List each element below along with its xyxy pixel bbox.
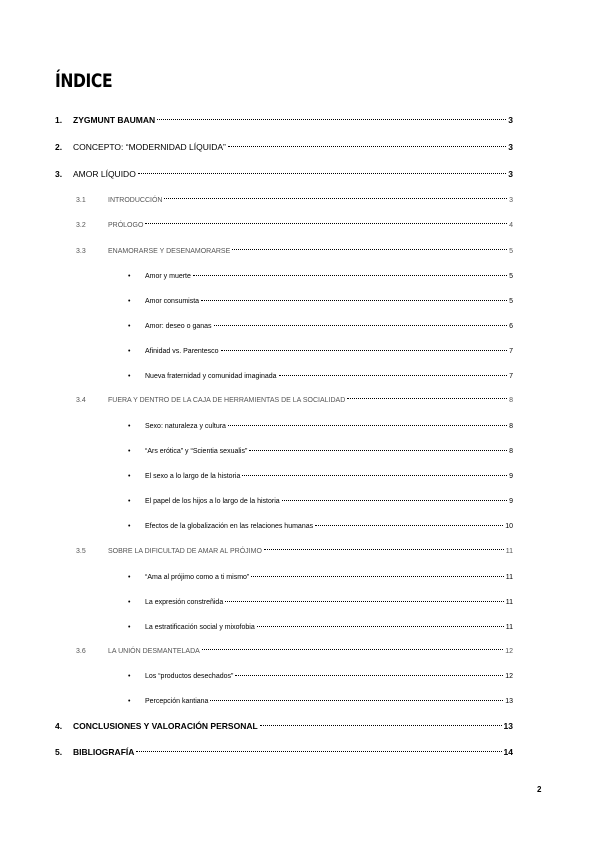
toc-leader — [257, 619, 504, 627]
toc-label: Efectos de la globalización en las relaciones humanas — [145, 523, 314, 530]
toc-entry-bullet[interactable] — [128, 445, 513, 455]
toc-entry-4[interactable] — [55, 719, 513, 731]
bullet-icon: • — [128, 673, 131, 680]
toc-page: 5 — [509, 273, 513, 280]
toc-entry-bullet[interactable] — [128, 571, 513, 581]
toc-leader — [136, 742, 501, 752]
toc-number: 5. — [55, 746, 63, 757]
bullet-icon: • — [128, 273, 131, 280]
toc-entry-bullet[interactable] — [128, 320, 513, 330]
toc-number: 3.4 — [76, 397, 86, 404]
toc-leader — [214, 318, 508, 326]
toc-label: La estratificación social y mixofobia — [145, 624, 255, 631]
toc-page: 10 — [505, 523, 513, 530]
bullet-icon: • — [128, 599, 131, 606]
toc-label: El sexo a lo largo de la historia — [145, 473, 241, 480]
page-title: ÍNDICE — [55, 70, 113, 92]
toc-leader — [232, 242, 507, 250]
toc-page: 3 — [508, 168, 513, 179]
toc-label: Sexo: naturaleza y cultura — [145, 423, 226, 430]
toc-label: FUERA Y DENTRO DE LA CAJA DE HERRAMIENTAS DE LA SOCIALIDAD — [108, 397, 346, 404]
toc-leader — [221, 343, 508, 351]
toc-label: ZYGMUNT BAUMAN — [73, 114, 156, 125]
bullet-icon: • — [128, 624, 131, 631]
toc-number: 1. — [55, 114, 63, 125]
toc-page: 9 — [509, 473, 513, 480]
toc-page: 11 — [505, 624, 513, 631]
bullet-icon: • — [128, 423, 131, 430]
toc-label: BIBLIOGRAFÍA — [73, 746, 135, 757]
toc-entry-bullet[interactable] — [128, 596, 513, 606]
toc-entry-bullet[interactable] — [128, 621, 513, 631]
bullet-icon: • — [128, 473, 131, 480]
toc-label: Los “productos desechados” — [145, 673, 234, 680]
toc-entry-bullet[interactable] — [128, 470, 513, 480]
toc-leader — [157, 110, 506, 120]
toc-page: 5 — [509, 298, 513, 305]
toc-leader — [282, 493, 507, 501]
toc-number: 3.6 — [76, 648, 86, 655]
bullet-icon: • — [128, 323, 131, 330]
toc-page: 5 — [509, 248, 513, 255]
toc-leader — [145, 216, 507, 224]
toc-entry-3-4[interactable] — [76, 394, 513, 404]
toc-entry-bullet[interactable] — [128, 345, 513, 355]
toc-page: 3 — [508, 141, 513, 152]
toc-label: CONCEPTO: “MODERNIDAD LÍQUIDA” — [73, 141, 226, 152]
toc-leader — [249, 443, 507, 451]
toc-number: 2. — [55, 141, 63, 152]
toc-page: 7 — [509, 373, 513, 380]
bullet-icon: • — [128, 574, 131, 581]
toc-label: AMOR LÍQUIDO — [73, 168, 136, 179]
toc-page: 13 — [505, 698, 513, 705]
toc-entry-bullet[interactable] — [128, 695, 513, 705]
toc-label: SOBRE LA DIFICULTAD DE AMAR AL PRÓJIMO — [108, 548, 262, 555]
toc-entry-bullet[interactable] — [128, 420, 513, 430]
toc-label: INTRODUCCIÓN — [108, 197, 163, 204]
toc-entry-bullet[interactable] — [128, 520, 513, 530]
bullet-icon: • — [128, 298, 131, 305]
toc-label: LA UNIÓN DESMANTELADA — [108, 648, 200, 655]
toc-leader — [164, 191, 507, 199]
toc-leader — [228, 137, 506, 147]
toc-entry-3[interactable] — [55, 167, 513, 179]
toc-page: 12 — [505, 673, 513, 680]
toc-number: 3.2 — [76, 222, 86, 229]
toc-leader — [279, 368, 508, 376]
toc-label: El papel de los hijos a lo largo de la historia — [145, 498, 280, 505]
toc-leader — [228, 418, 507, 426]
toc-page: 7 — [509, 348, 513, 355]
toc-number: 4. — [55, 720, 63, 731]
toc-page: 3 — [508, 114, 513, 125]
toc-leader — [138, 164, 506, 174]
toc-label: CONCLUSIONES Y VALORACIÓN PERSONAL — [73, 720, 258, 731]
bullet-icon: • — [128, 448, 131, 455]
toc-entry-bullet[interactable] — [128, 370, 513, 380]
toc-entry-bullet[interactable] — [128, 495, 513, 505]
toc-entry-2[interactable] — [55, 140, 513, 152]
toc-page: 11 — [505, 574, 513, 581]
toc-label: “Ars erótica” y “Scientia sexualis” — [145, 448, 248, 455]
toc-page: 11 — [505, 599, 513, 606]
toc-page: 4 — [509, 222, 513, 229]
toc-leader — [193, 268, 507, 276]
toc-page: 8 — [509, 448, 513, 455]
toc-entry-3-5[interactable] — [76, 545, 513, 555]
toc-page: 14 — [503, 746, 513, 757]
toc-label: Percepción kantiana — [145, 698, 209, 705]
toc-entry-bullet[interactable] — [128, 670, 513, 680]
toc-entry-5[interactable] — [55, 745, 513, 757]
toc-leader — [235, 668, 503, 676]
toc-entry-3-6[interactable] — [76, 645, 513, 655]
toc-leader — [260, 716, 502, 726]
toc-leader — [347, 391, 507, 399]
toc-leader — [202, 642, 503, 650]
toc-entry-3-2[interactable] — [76, 219, 513, 229]
toc-page: 13 — [503, 720, 513, 731]
toc-leader — [264, 542, 504, 550]
toc-label: Afinidad vs. Parentesco — [145, 348, 219, 355]
toc-label: PRÓLOGO — [108, 222, 144, 229]
toc-page: 6 — [509, 323, 513, 330]
toc-label: Nueva fraternidad y comunidad imaginada — [145, 373, 277, 380]
toc-leader — [210, 693, 503, 701]
toc-number: 3.3 — [76, 248, 86, 255]
toc-number: 3.5 — [76, 548, 86, 555]
toc-page: 8 — [509, 423, 513, 430]
toc-number: 3.1 — [76, 197, 86, 204]
toc-page: 11 — [505, 548, 513, 555]
toc-leader — [242, 468, 507, 476]
toc-label: Amor y muerte — [145, 273, 191, 280]
toc-page: 12 — [505, 648, 513, 655]
toc-label: ENAMORARSE Y DESENAMORARSE — [108, 248, 231, 255]
toc-entry-3-1[interactable] — [76, 194, 513, 204]
toc-leader — [225, 594, 504, 602]
toc-leader — [315, 518, 503, 526]
bullet-icon: • — [128, 373, 131, 380]
toc-entry-3-3[interactable] — [76, 245, 513, 255]
toc-leader — [251, 569, 503, 577]
toc-page: 8 — [509, 397, 513, 404]
toc-page: 3 — [509, 197, 513, 204]
toc-number: 3. — [55, 168, 63, 179]
toc-page: 9 — [509, 498, 513, 505]
bullet-icon: • — [128, 348, 131, 355]
bullet-icon: • — [128, 698, 131, 705]
toc-entry-bullet[interactable] — [128, 295, 513, 305]
bullet-icon: • — [128, 498, 131, 505]
page-number: 2 — [537, 785, 542, 794]
toc-leader — [201, 293, 507, 301]
toc-entry-bullet[interactable] — [128, 270, 513, 280]
toc-label: “Ama al prójimo como a ti mismo” — [145, 574, 250, 581]
toc-label: La expresión constreñida — [145, 599, 224, 606]
bullet-icon: • — [128, 523, 131, 530]
toc-entry-1[interactable] — [55, 113, 513, 125]
toc-label: Amor: deseo o ganas — [145, 323, 212, 330]
toc-label: Amor consumista — [145, 298, 200, 305]
